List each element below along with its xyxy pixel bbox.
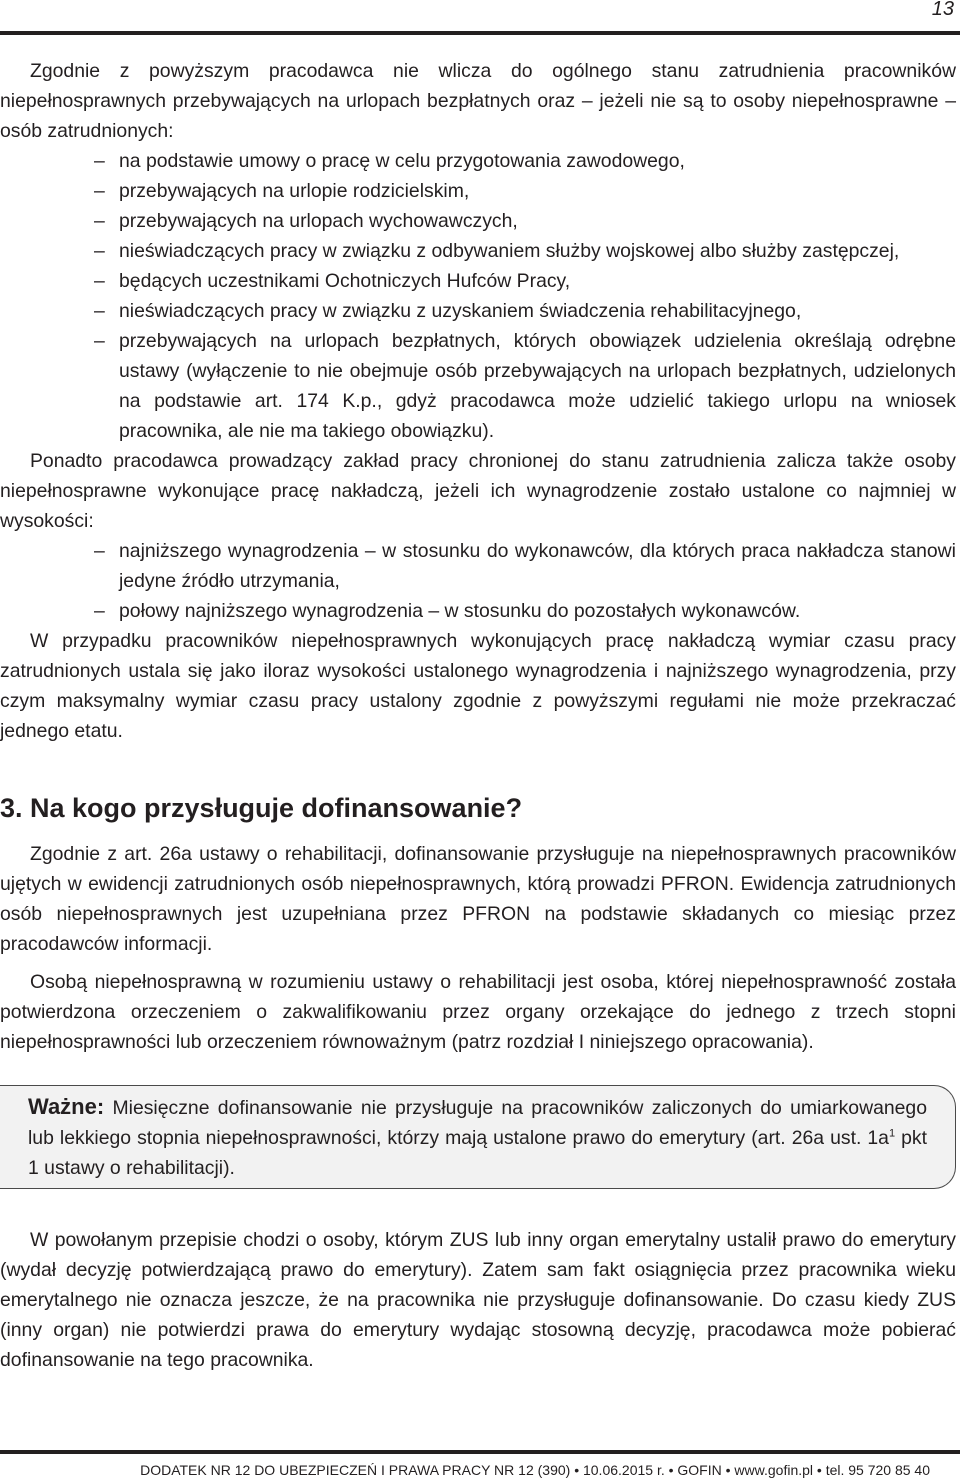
note-text: Miesięczne dofinansowanie nie przysługuje na pracowników zaliczonych do umiarkowanego lub lekkiego stopnia niepełnosprawności, którzy mają ustalone prawo do emerytury (art. 26a ust. 1a	[28, 1097, 927, 1149]
dash-bullet: –	[94, 600, 105, 622]
dash-bullet: –	[94, 150, 105, 172]
paragraph-sheltered-workplace: Ponadto pracodawca prowadzący zakład pracy chronionej do stanu zatrudnienia zalicza także osoby niepełnosprawne wykonujące pracę nakładczą, jeżeli ich wynagrodzenie zostało ustalone co najmniej w wysokości:	[0, 450, 956, 532]
list-item: – będących uczestnikami Ochotniczych Hufców Pracy,	[0, 266, 956, 296]
dash-bullet: –	[94, 330, 105, 352]
note-text-end: pkt 1 ustawy o rehabilitacji).	[28, 1127, 927, 1179]
page-number: 13	[931, 0, 954, 20]
list-item: – przebywających na urlopach bezpłatnych, których obowiązek udzielenia określają odrębne ustawy (wyłączenie to nie obejmuje osób przebywających na urlopach bezpłatnych, udzielonych na podstawie art. 174 K.p., gdyż pracodawca może udzielić takiego urlopu na wniosek pracownika, ale nie ma takiego obowiązku).	[0, 326, 956, 446]
paragraph-working-time: W przypadku pracowników niepełnosprawnych wykonujących pracę nakładczą wymiar czasu pracy zatrudnionych ustala się jako iloraz wysokości ustalonego wynagrodzenia i najniższego wynagrodzenia, przy czym maksymalny wymiar czasu pracy ustalony zgodnie z powyższymi regułami nie może przekraczać jednego etatu.	[0, 630, 956, 742]
list-item: – nieświadczących pracy w związku z uzyskaniem świadczenia rehabilitacyjnego,	[0, 296, 956, 326]
note-superscript: 1	[888, 1127, 896, 1140]
wage-list	[0, 536, 956, 626]
note-label: Ważne:	[28, 1094, 105, 1119]
document-body	[0, 56, 956, 1375]
list-item: – najniższego wynagrodzenia – w stosunku do wykonawców, dla których praca nakładcza stanowi jedyne źródło utrzymania,	[0, 536, 956, 596]
section-heading: 3. Na kogo przysługuje dofinansowanie?	[0, 793, 523, 823]
list-item: – połowy najniższego wynagrodzenia – w stosunku do pozostałych wykonawców.	[0, 596, 956, 626]
dash-bullet: –	[94, 540, 105, 562]
top-divider	[0, 31, 960, 35]
dash-bullet: –	[94, 270, 105, 292]
dash-bullet: –	[94, 300, 105, 322]
bottom-divider	[0, 1450, 960, 1454]
paragraph-art-26a: Zgodnie z art. 26a ustawy o rehabilitacji, dofinansowanie przysługuje na niepełnosprawnych pracowników ujętych w ewidencji zatrudnionych osób niepełnosprawnych, którą prowadzi PFRON. Ewidencja zatrudnionych osób niepełnosprawnych jest uzupełniana przez PFRON na podstawie składanych co miesiąc przez pracodawców informacji.	[0, 843, 956, 955]
important-note-box	[0, 1085, 956, 1189]
page-footer: DODATEK NR 12 DO UBEZPIECZEŃ I PRAWA PRACY NR 12 (390) • 10.06.2015 r. • GOFIN • www.gofin.pl • tel. 95 720 85 40	[140, 1462, 930, 1478]
list-item: – przebywających na urlopach wychowawczych,	[0, 206, 956, 236]
paragraph-definition: Osobą niepełnosprawną w rozumieniu ustawy o rehabilitacji jest osoba, której niepełnosprawność została potwierdzona orzeczeniem o zakwalifikowaniu przez organy orzekające do jednego z trzech stopni niepełnosprawności lub orzeczeniem równoważnym (patrz rozdział I niniejszego opracowania).	[0, 971, 956, 1053]
dash-bullet: –	[94, 180, 105, 202]
list-item: – nieświadczących pracy w związku z odbywaniem służby wojskowej albo służby zastępczej,	[0, 236, 956, 266]
intro-paragraph: Zgodnie z powyższym pracodawca nie wlicza do ogólnego stanu zatrudnienia pracowników niepełnosprawnych przebywających na urlopach bezpłatnych oraz – jeżeli nie są to osoby niepełnosprawne – osób zatrudnionych:	[0, 60, 956, 142]
list-item: – na podstawie umowy o pracę w celu przygotowania zawodowego,	[0, 146, 956, 176]
dash-bullet: –	[94, 240, 105, 262]
list-item: – przebywających na urlopie rodzicielskim,	[0, 176, 956, 206]
paragraph-retirement: W powołanym przepisie chodzi o osoby, którym ZUS lub inny organ emerytalny ustalił prawo do emerytury (wydał decyzję potwierdzającą prawo do emerytury). Zatem sam fakt osiągnięcia przez pracownika wieku emerytalnego nie oznacza jeszcze, że na pracownika nie przysługuje dofinansowanie. Do czasu kiedy ZUS (inny organ) nie potwierdzi prawa do emerytury wydając stosowną decyzję, pracodawca może pobierać dofinansowanie na tego pracownika.	[0, 1229, 956, 1371]
dash-bullet: –	[94, 210, 105, 232]
exclusion-list	[0, 146, 956, 446]
